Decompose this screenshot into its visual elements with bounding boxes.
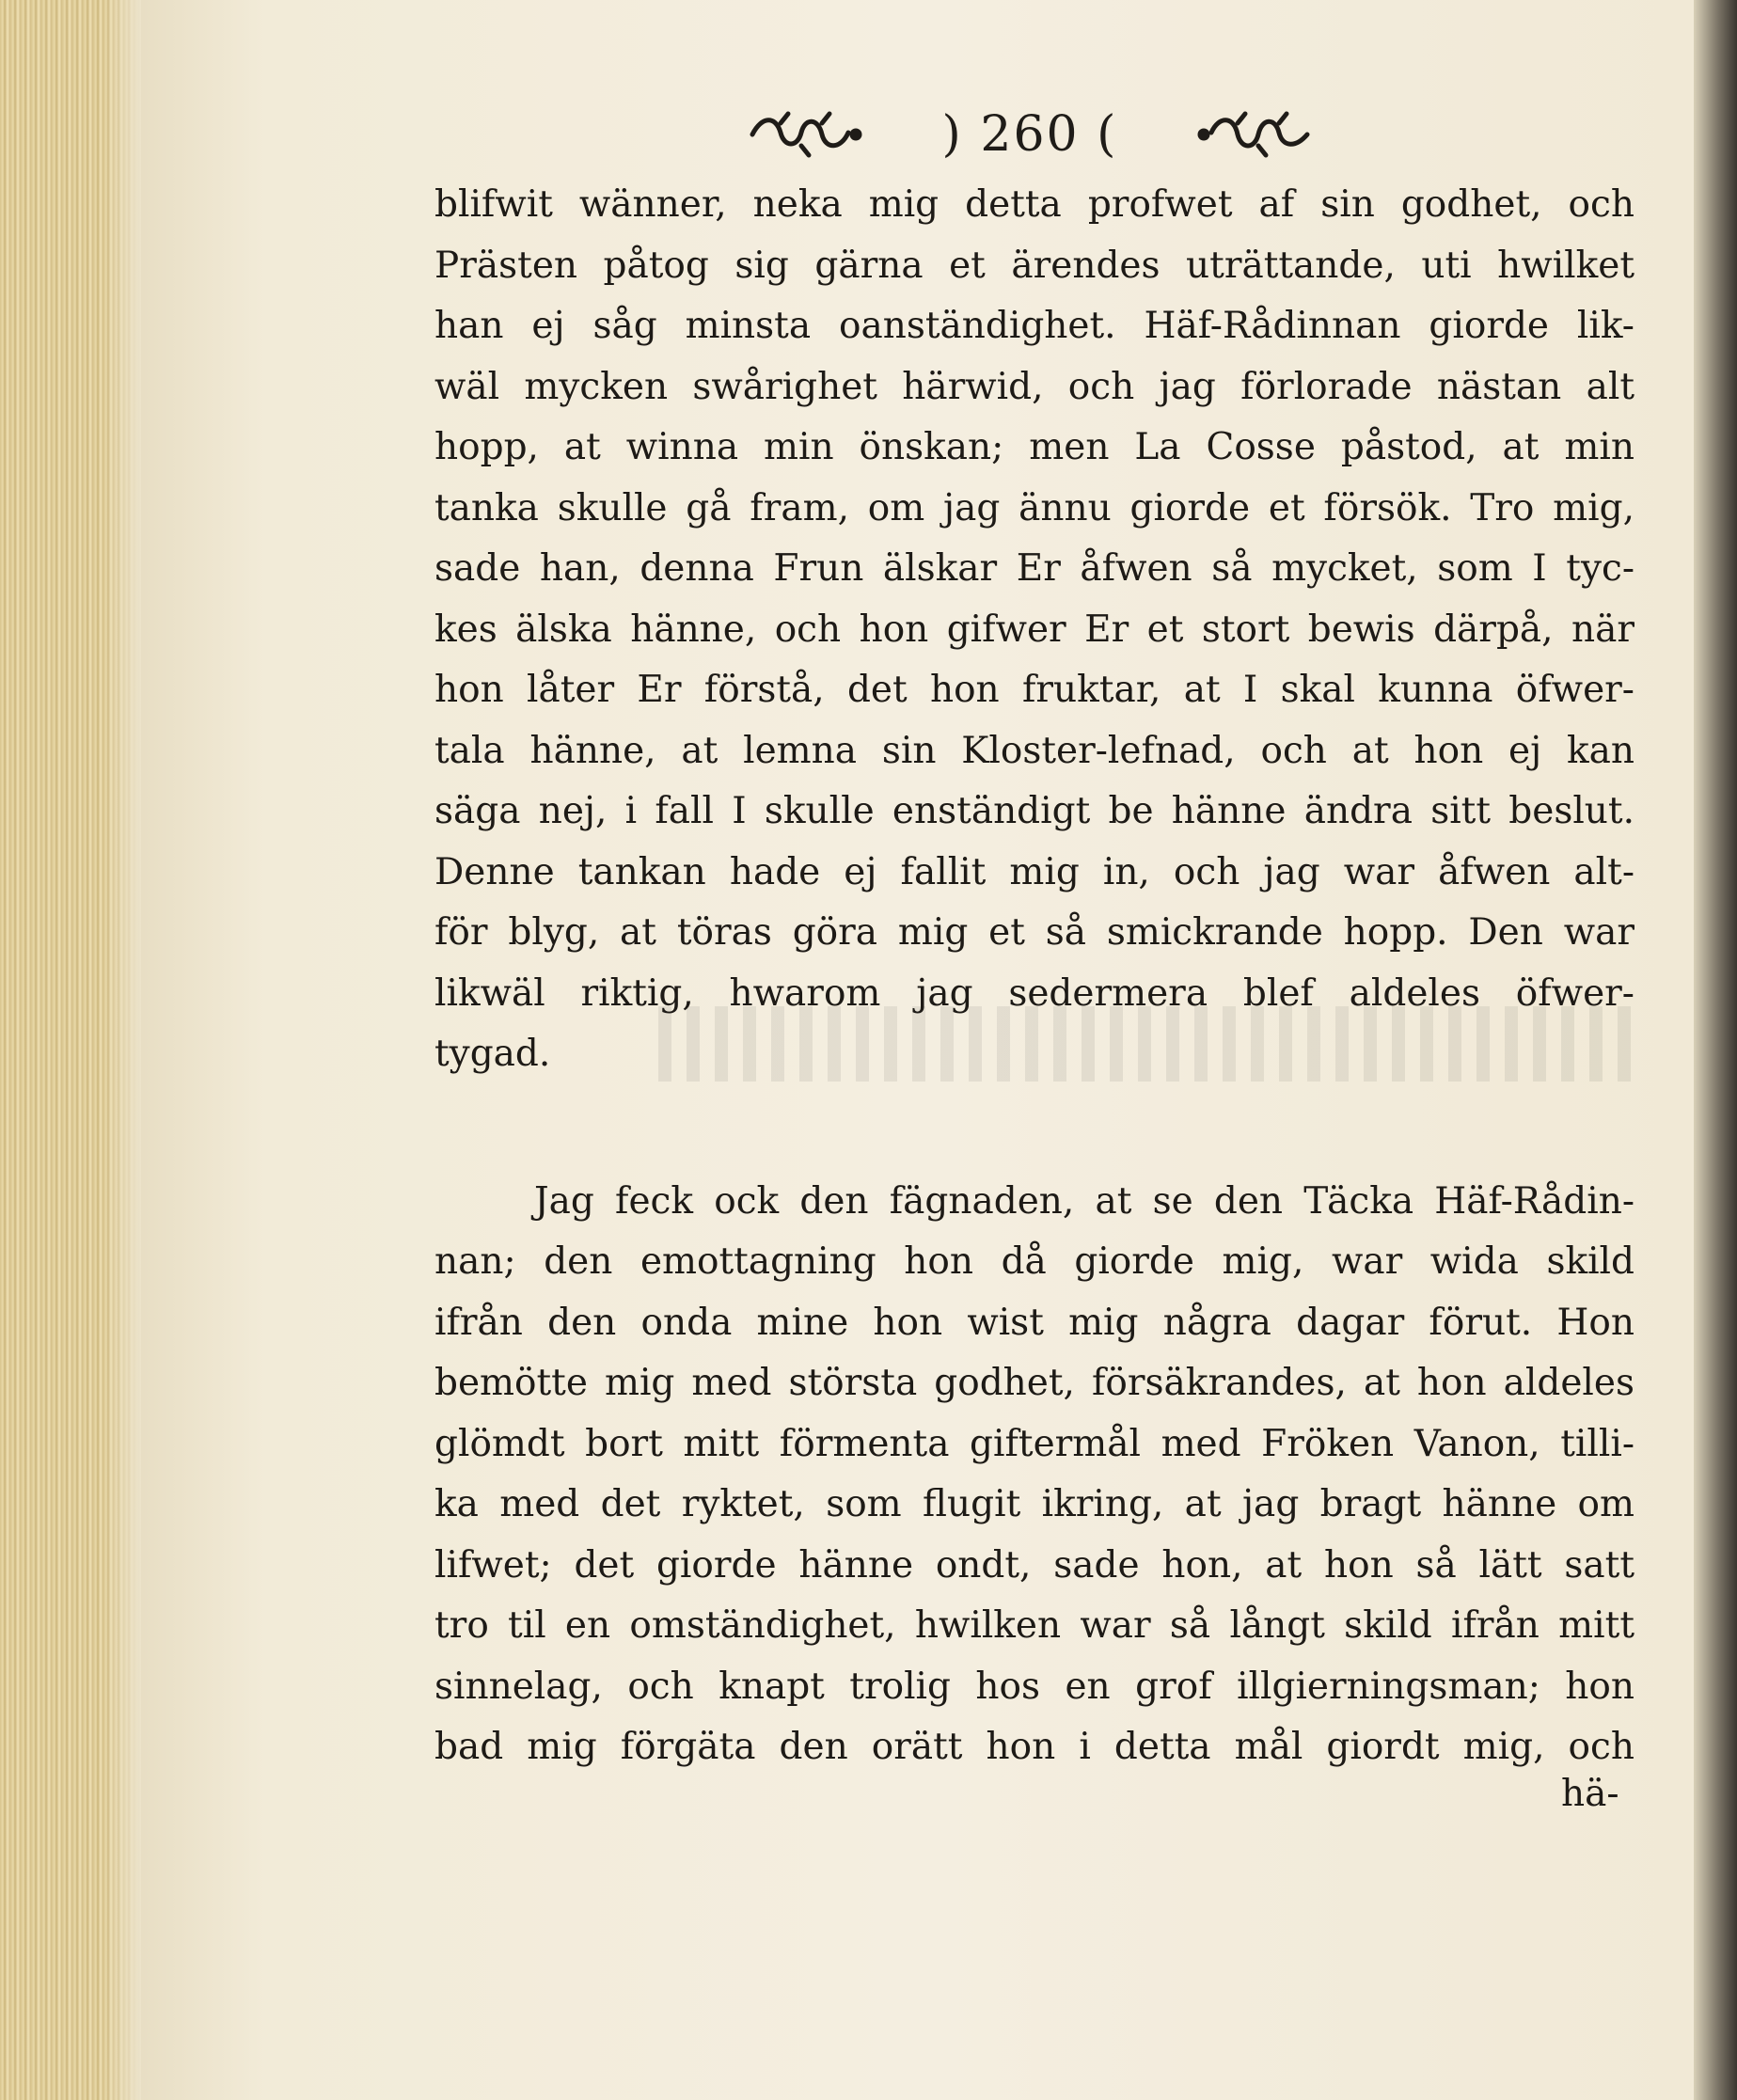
text-line: för blyg, at töras göra mig et så smickrande hopp. Den war	[434, 911, 1634, 954]
text-line: lifwet; det giorde hänne ondt, sade hon, at hon så lätt satt	[434, 1543, 1634, 1587]
text-line: ka med det ryktet, som flugit ikring, at jag bragt hänne om	[434, 1483, 1634, 1525]
text-line: tygad.	[434, 1033, 551, 1075]
text-line: bad mig förgäta den orätt hon i detta mål giordt mig, och	[434, 1726, 1634, 1768]
text-line: likwäl riktig, hwarom jag sedermera blef aldeles öfwer-	[434, 971, 1634, 1015]
page-number: ) 260 (	[941, 106, 1118, 163]
paragraph	[434, 175, 1634, 1085]
text-line: Jag feck ock den fägnaden, at se den Täcka Häf-Rådin-	[534, 1179, 1634, 1223]
text-line: tala hänne, at lemna sin Kloster-lefnad, och at hon ej kan	[434, 729, 1634, 772]
text-line: tro til en omständighet, hwilken war så långt skild ifrån mitt	[434, 1604, 1634, 1647]
text-line: han ej såg minsta oanständighet. Häf-Rådinnan giorde lik-	[434, 305, 1634, 347]
text-line: säga nej, i fall I skulle enständigt be hänne ändra sitt beslut.	[434, 790, 1634, 832]
text-line: hon låter Er förstå, det hon fruktar, at I skal kunna öfwer-	[434, 669, 1634, 711]
text-line: ifrån den onda mine hon wist mig några dagar förut. Hon	[434, 1301, 1634, 1344]
text-line: kes älska hänne, och hon gifwer Er et stort bewis därpå, när	[434, 608, 1634, 651]
text-line: blifwit wänner, neka mig detta profwet af sin godhet, och	[434, 183, 1634, 226]
right-ornament-icon	[1194, 106, 1317, 163]
paragraph-gap	[434, 1085, 1634, 1172]
text-line: glömdt bort mitt förmenta giftermål med Fröken Vanon, tilli-	[434, 1422, 1634, 1465]
text-line: sade han, denna Frun älskar Er åfwen så mycket, som I tyc-	[434, 547, 1634, 590]
text-line: sinnelag, och knapt trolig hos en grof illgierningsman; hon	[434, 1665, 1634, 1708]
page-gutter-shadow	[1694, 0, 1737, 2100]
text-line: Prästen påtog sig gärna et ärendes uträttande, uti hwilket	[434, 244, 1634, 287]
text-line: nan; den emottagning hon då giorde mig, war wida skild	[434, 1240, 1634, 1283]
text-line: wäl mycken swårighet härwid, och jag förlorade nästan alt	[434, 365, 1634, 408]
paragraph	[434, 1172, 1634, 1778]
book-page-edges	[0, 0, 141, 2100]
text-line: bemötte mig med största godhet, försäkrandes, at hon aldeles	[434, 1362, 1634, 1404]
text-line: tanka skulle gå fram, om jag ännu giorde et försök. Tro mig,	[434, 486, 1634, 529]
catchword: hä-	[1561, 1773, 1619, 1815]
left-ornament-icon	[743, 106, 865, 163]
text-line: hopp, at winna min önskan; men La Cosse påstod, at min	[434, 426, 1634, 468]
text-line: Denne tankan hade ej fallit mig in, och jag war åfwen alt-	[434, 850, 1634, 893]
running-header	[743, 102, 1317, 167]
body-text	[434, 175, 1634, 1778]
